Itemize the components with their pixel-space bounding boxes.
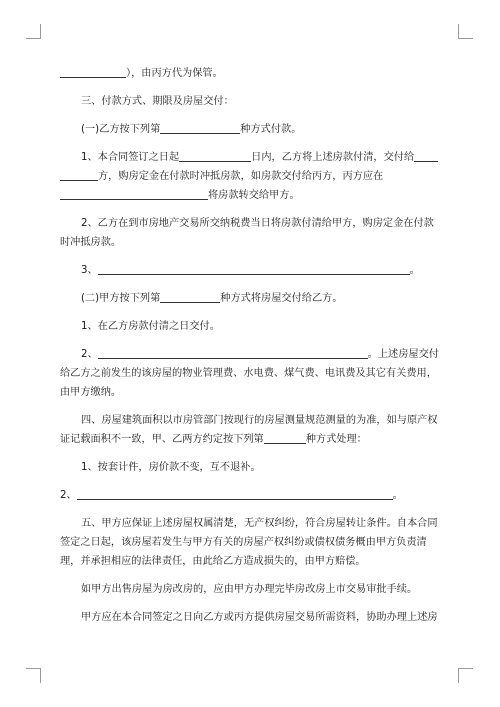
fill-in-blank <box>414 149 438 162</box>
paragraph-text: 。 <box>392 490 403 501</box>
paragraph-text: 。 <box>409 265 420 276</box>
paragraph-text: 种方式付款。 <box>240 124 302 135</box>
paragraph-p11 <box>60 458 442 477</box>
fill-in-blank <box>120 187 208 200</box>
paragraph-p15 <box>60 608 442 627</box>
paragraph-p12 <box>60 486 442 505</box>
crop-mark-bottom-right <box>458 668 473 683</box>
paragraph-text: 方，购房定金在付款时冲抵房款，如房款交付给丙方，丙方应在 <box>98 171 384 182</box>
paragraph-p4 <box>60 148 442 205</box>
paragraph-text: 1、按套计件，房价款不变，互不退补。 <box>81 462 261 473</box>
fill-in-blank <box>160 290 220 303</box>
fill-in-blank <box>60 65 126 78</box>
paragraph-p1 <box>60 64 442 83</box>
paragraph-p6 <box>60 261 442 280</box>
fill-in-blank <box>98 262 410 275</box>
paragraph-text: 1、在乙方房款付清之日交付。 <box>81 321 220 332</box>
paragraph-p10 <box>60 411 442 449</box>
paragraph-text: 1、本合同签订之日起 <box>81 152 180 163</box>
paragraph-text: 甲方应在本合同签定之日向乙方或丙方提供房屋交易所需资料，协助办理上述房 <box>81 612 438 623</box>
paragraph-p8 <box>60 317 442 336</box>
paragraph-p13 <box>60 514 442 571</box>
fill-in-blank <box>77 487 393 500</box>
paragraph-text: 种方式处理： <box>305 434 367 445</box>
paragraph-text: 2、 <box>60 490 77 501</box>
paragraph-text: (一)乙方按下列第 <box>81 124 161 135</box>
paragraph-text: 2、 <box>81 349 98 360</box>
paragraph-text: 日内，乙方将上述房款付清，交付给 <box>251 152 415 163</box>
paragraph-p14 <box>60 580 442 599</box>
fill-in-blank <box>98 346 368 359</box>
paragraph-p2 <box>60 92 442 111</box>
paragraph-text: (二)甲方按下列第 <box>81 293 161 304</box>
fill-in-blank <box>179 149 251 162</box>
paragraph-text: 。上述房屋交付给乙方之前发生的该房屋的物业管理费、水电费、煤气费、电讯费及其它有关费用，由甲方缴纳。 <box>60 349 439 398</box>
paragraph-text: 如甲方出售房屋为房改房的，应由甲方办理完毕房改房上市交易审批手续。 <box>81 584 418 595</box>
paragraph-text: 三、付款方式、期限及房屋交付： <box>81 96 234 107</box>
paragraph-text: 四、房屋建筑面积以市房管部门按现行的房屋测量规范测量的为准，如与原产权证记载面积不一致，甲、乙两方约定按下列第 <box>60 415 438 445</box>
paragraph-p5 <box>60 214 442 252</box>
fill-in-blank <box>160 121 240 134</box>
crop-mark-bottom-left <box>26 668 41 683</box>
paragraph-text: 将房款转交给甲方。 <box>208 190 300 201</box>
paragraph-text: 种方式将房屋交付给乙方。 <box>220 293 343 304</box>
fill-in-blank <box>60 168 98 181</box>
paragraph-text: 3、 <box>81 265 98 276</box>
fill-in-blank <box>60 187 120 200</box>
document-body <box>60 64 442 636</box>
paragraph-text: ），由丙方代为保管。 <box>126 68 223 79</box>
paragraph-text: 2、乙方在到市房地产交易所交纳税费当日将房款付清给甲方，购房定金在付款时冲抵房款。 <box>60 218 434 248</box>
paragraph-p9 <box>60 345 442 402</box>
paragraph-text: 五、甲方应保证上述房屋权属清楚，无产权纠纷，符合房屋转让条件。自本合同签定之日起，该房屋若发生与甲方有关的房屋产权纠纷或债权债务概由甲方负责清理，并承担相应的法律责任，由此给乙方造成损失的，由甲方赔偿。 <box>60 518 438 567</box>
paragraph-p3 <box>60 120 442 139</box>
paragraph-p7 <box>60 289 442 308</box>
fill-in-blank <box>264 431 306 444</box>
crop-mark-top-right <box>458 24 473 39</box>
crop-mark-top-left <box>26 24 41 39</box>
